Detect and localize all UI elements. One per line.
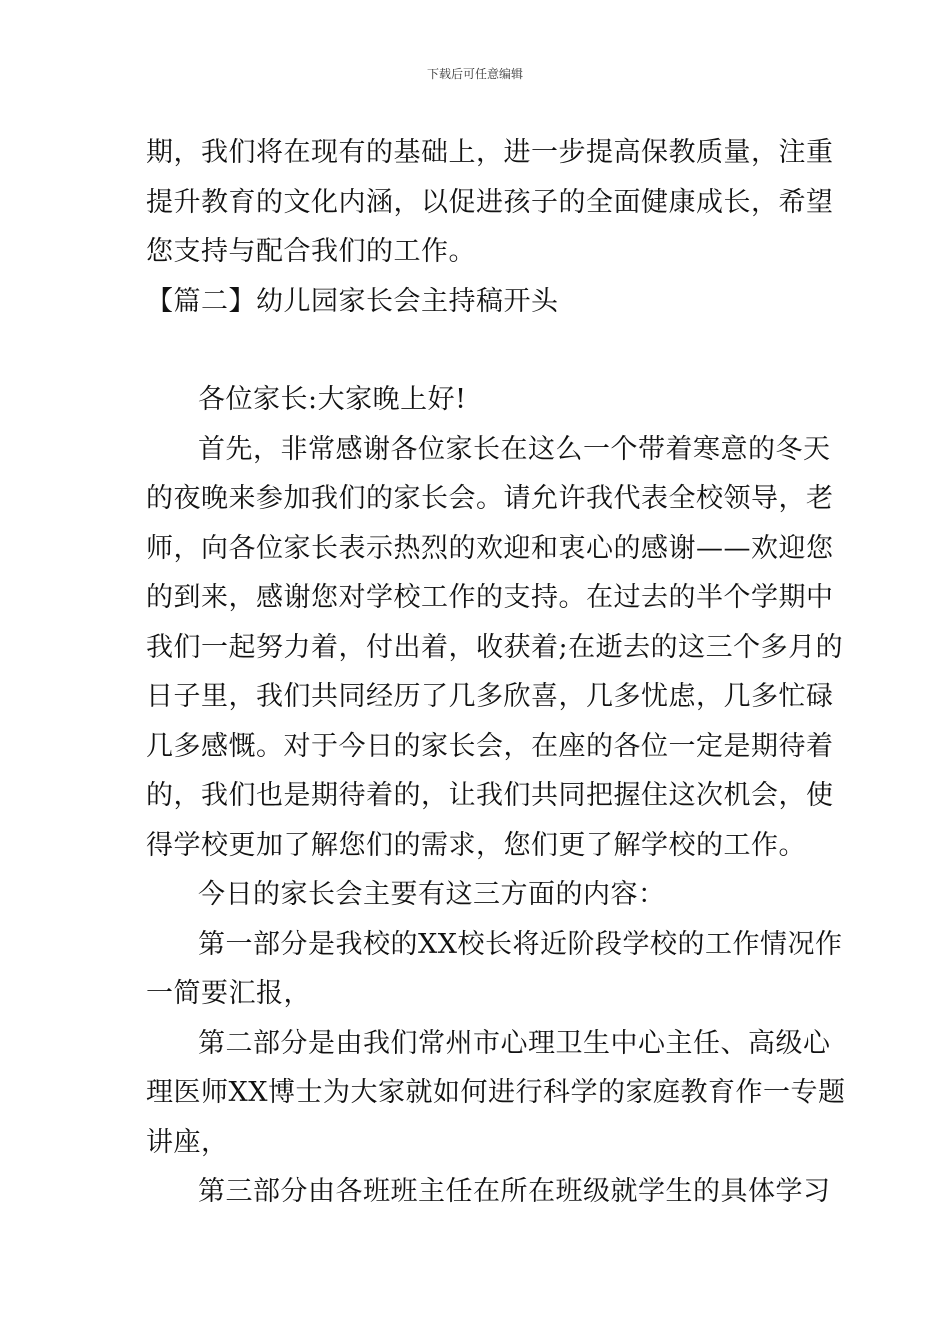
text-line: 讲座，	[146, 1126, 229, 1158]
page-header-note: 下载后可任意编辑	[426, 67, 523, 81]
text-line: 的到来，感谢您对学校工作的支持。在过去的半个学期中	[146, 582, 834, 613]
text-line: 第三部分由各班班主任在所在班级就学生的具体学习	[198, 1176, 831, 1207]
text-line: 几多感慨。对于今日的家长会，在座的各位一定是期待着	[146, 730, 834, 762]
text-line: 日子里，我们共同经历了几多欣喜，几多忧虑，几多忙碌	[146, 681, 834, 712]
text-line: 期，我们将在现有的基础上，进一步提高保教质量，注重	[146, 137, 834, 168]
text-line: 一简要汇报，	[146, 978, 311, 1009]
text-line: 第一部分是我校的XX校长将近阶段学校的工作情况作	[198, 928, 843, 960]
text-line: 提升教育的文化内涵，以促进孩子的全面健康成长，希望	[146, 186, 834, 218]
text-line: 第二部分是由我们常州市心理卫生中心主任、高级心	[198, 1027, 831, 1059]
blank-line	[146, 326, 810, 375]
document-body	[146, 128, 846, 1217]
text-line: 的夜晚来参加我们的家长会。请允许我代表全校领导，老	[146, 483, 834, 514]
text-line: 得学校更加了解您们的需求，您们更了解学校的工作。	[146, 829, 806, 861]
text-line: 理医师XX博士为大家就如何进行科学的家庭教育作一专题	[146, 1077, 846, 1108]
text-line: 师，向各位家长表示热烈的欢迎和衷心的感谢——欢迎您	[146, 532, 834, 564]
text-line: 首先，非常感谢各位家长在这么一个带着寒意的冬天	[198, 433, 831, 465]
text-line: 今日的家长会主要有这三方面的内容：	[198, 879, 666, 910]
greeting-line: 各位家长:大家晚上好!	[198, 384, 467, 415]
text-line: 的，我们也是期待着的，让我们共同把握住这次机会，使	[146, 780, 834, 811]
text-line: 我们一起努力着，付出着，收获着;在逝去的这三个多月的	[146, 631, 844, 663]
text-line: 您支持与配合我们的工作。	[146, 236, 476, 267]
section-heading: 【篇二】幼儿园家长会主持稿开头	[146, 285, 559, 317]
